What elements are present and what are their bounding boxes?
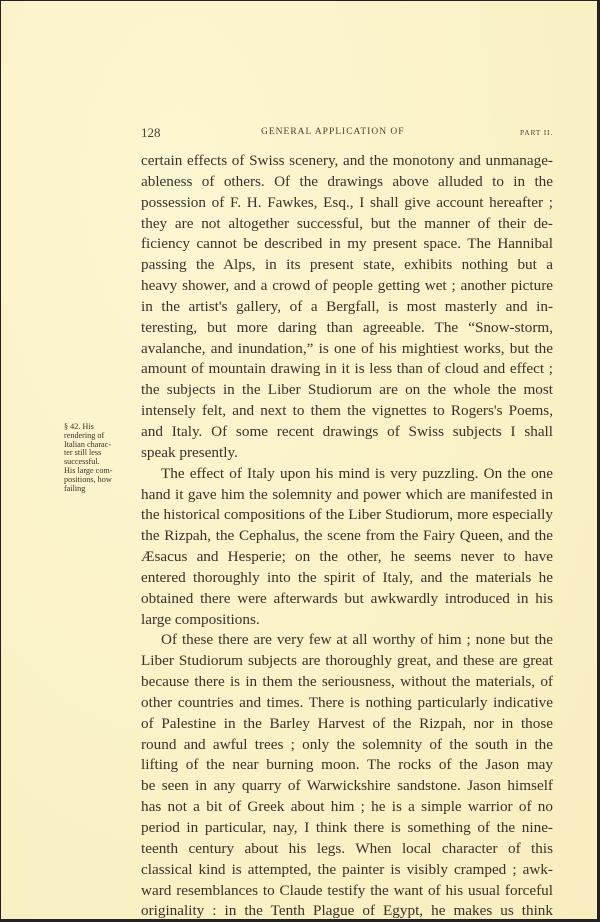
text-line: period in particular, nay, I think there is something of the nine-: [141, 819, 553, 836]
text-line: classical kind is attempted, the painter is visibly cramped ; awk-: [141, 860, 553, 878]
text-line: lifting of the near burning moon. The rocks of the Jason may: [141, 756, 553, 774]
text-line: amount of mountain drawing in it is less than of cloud and effect ;: [141, 360, 553, 378]
text-line: other countries and times. There is nothing particularly indicative: [141, 693, 553, 711]
running-title: GENERAL APPLICATION OF: [261, 127, 405, 137]
paragraph: [141, 151, 553, 464]
text-line: speak presently.: [141, 443, 238, 461]
text-line: intensely felt, and next to them the vignettes to Rogers's Poems,: [141, 402, 553, 420]
text-line: teenth century about his legs. When local character of this: [141, 839, 553, 857]
text-line: entered thoroughly into the spirit of Italy, and the materials he: [141, 568, 553, 586]
text-line: because there is in them the seriousness, without the materials, of: [141, 673, 553, 691]
text-line: Of these there are very few at all worthy of him ; none but the: [161, 631, 553, 649]
margin-note-line: rendering of: [64, 430, 105, 440]
text-line: heavy shower, and a crowd of people getting wet ; another picture: [141, 277, 553, 295]
text-line: Æsacus and Hesperie; on the other, he seems never to have: [141, 548, 553, 566]
text-line: originality : in the Tenth Plague of Egypt, he makes us think: [141, 902, 553, 920]
text-line: obtained there were afterwards but awkwardly introduced in his: [141, 589, 553, 607]
text-line: of Palestine in the Barley Harvest of the Rizpah, nor in those: [141, 714, 553, 732]
paragraph: [141, 464, 553, 631]
text-line: and Italy. Of some recent drawings of Swiss subjects I shall: [141, 422, 553, 440]
text-line: ward resemblances to Claude testify the want of his usual forceful: [141, 881, 553, 899]
text-line: ficiency cannot be described in my present space. The Hannibal: [141, 235, 553, 253]
part-label: PART II.: [519, 128, 553, 137]
margin-note-line: failing: [64, 483, 86, 493]
margin-note-line: Italian charac-: [64, 439, 112, 449]
text-line: passing the Alps, in its present state, exhibits nothing but a: [141, 256, 553, 274]
text-line: certain effects of Swiss scenery, and the monotony and unmanage-: [141, 152, 553, 169]
text-line: The effect of Italy upon his mind is very puzzling. On the one: [161, 464, 553, 482]
page-number: 128: [141, 125, 161, 140]
book-page: [1, 1, 597, 919]
text-line: the Rizpah, the Cephalus, the scene from the Fairy Queen, and the: [141, 527, 553, 545]
text-line: round and awful trees ; only the solemnity of the south in the: [141, 735, 553, 753]
text-line: possession of F. H. Fawkes, Esq., I shall give account hereafter ;: [141, 193, 553, 211]
margin-note: [64, 423, 136, 493]
text-line: has not a bit of Greek about him ; he is a simple warrior of no: [141, 798, 553, 816]
text-line: large compositions.: [141, 610, 260, 628]
text-line: Liber Studiorum subjects are thoroughly great, and these are great: [141, 652, 553, 670]
margin-note-line: § 42. His: [64, 422, 94, 431]
margin-note-line: ter still less: [64, 448, 102, 458]
text-line: in the artist's gallery, of a Bergfall, is most masterly and in-: [141, 297, 553, 315]
paragraph: [141, 630, 553, 922]
margin-note-line: successful.: [64, 457, 100, 467]
text-line: be seen in any quarry of Warwickshire sandstone. Jason himself: [141, 777, 553, 795]
margin-note-line: positions, how: [64, 474, 112, 484]
text-line: the historical compositions of the Liber Studiorum, more especially: [141, 506, 553, 524]
text-line: hand it gave him the solemnity and power which are manifested in: [141, 485, 553, 503]
running-head: [141, 125, 553, 141]
text-line: ableness of others. Of the drawings above alluded to in the: [141, 172, 553, 190]
text-line: they are not altogether successful, but the manner of their de-: [141, 214, 553, 232]
text-line: avalanche, and inundation,” is one of his mightiest works, but the: [141, 339, 553, 357]
text-line: teresting, but more daring than agreeable. The “Snow-storm,: [141, 318, 553, 336]
body-text: [141, 151, 553, 922]
margin-note-line: His large com-: [64, 465, 113, 475]
text-line: the subjects in the Liber Studiorum are on the whole the most: [141, 381, 553, 399]
